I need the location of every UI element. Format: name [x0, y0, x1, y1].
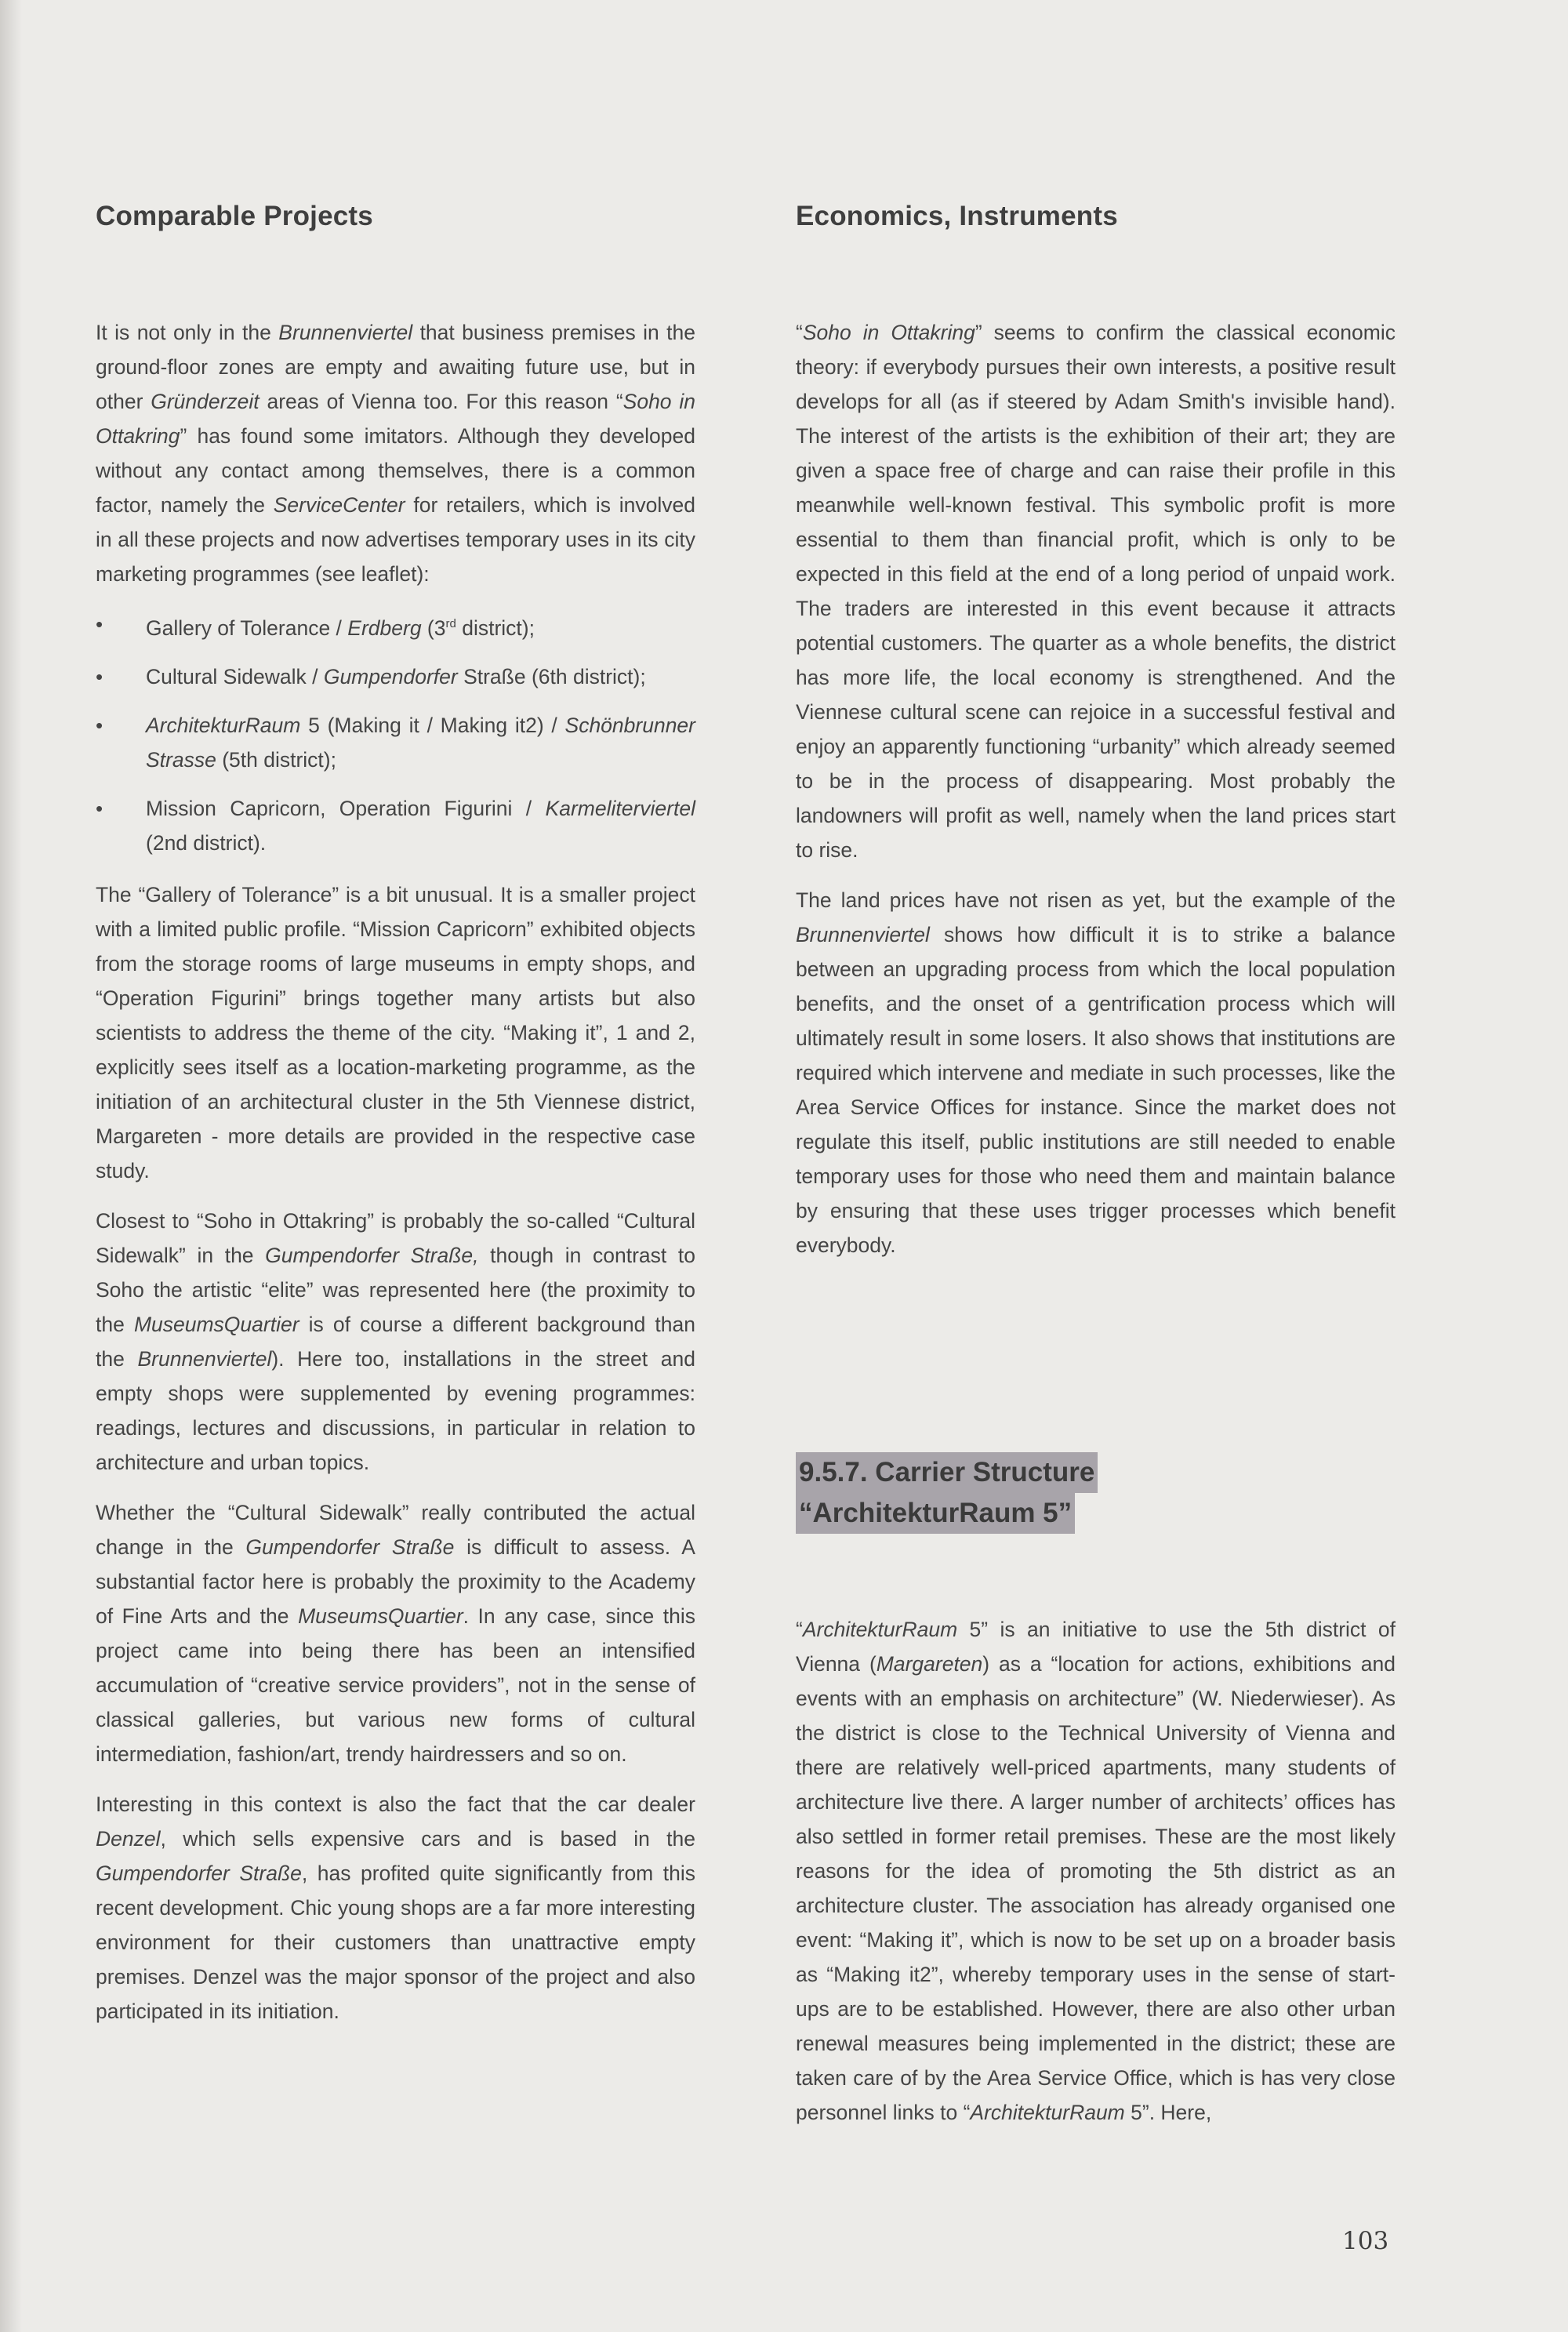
project-list-item: • Cultural Sidewalk / Gumpendorfer Straße (6th district);	[96, 659, 695, 694]
right-paragraph-1: “Soho in Ottakring” seems to confirm the classical economic theory: if everybody pursues their own interests, a positive result develops for all (as if steered by Adam Smith's invisible hand). The interest of the artists is the exhibition of their art; they are given a space free of charge and can raise their profile in this meanwhile well-known festival. This symbolic profit is more essential to them than financial profit, which is only to be expected in this field at the end of a long period of unpaid work. The traders are interested in this event because it attracts potential customers. The quarter as a whole benefits, the district has more life, the local economy is strengthened. And the Viennese cultural scene can rejoice in a successful festival and enjoy an apparently functioning “urbanity” which already seemed to be in the process of disappearing. Most probably the landowners will profit as well, namely when the land prices start to rise.	[796, 321, 1396, 862]
project-list-item: • Gallery of Tolerance / Erdberg (3rd district);	[96, 607, 695, 645]
right-body-lower	[796, 1612, 1396, 2145]
right-section-title: Economics, Instruments	[796, 201, 1118, 231]
right-paragraph-3: “ArchitekturRaum 5” is an initiative to use the 5th district of Vienna (Margareten) as a “location for actions, exhibitions and events with an emphasis on architecture” (W. Niederwieser). As the district is close to the Technical University of Vienna and there are relatively well-priced apartments, many students of architecture live there. A larger number of architects’ offices has also settled in former retail premises. These are the most likely reasons for the idea of promoting the 5th district as an architecture cluster. The association has already organised one event: “Making it”, which is now to be set up on a broader basis as “Making it2”, whereby temporary uses in the sense of start-ups are to be established. However, there are also other urban renewal measures being implemented in the district; these are taken care of by the Area Service Office, which is has very close personnel links to “ArchitekturRaum 5”. Here,	[796, 1618, 1396, 2124]
left-paragraph-4: Whether the “Cultural Sidewalk” really contributed the actual change in the Gumpendorfer Straße is difficult to assess. A substantial factor here is probably the proximity to the Academy of Fine Arts and the MuseumsQuartier. In any case, since this project came into being there has been an intensified accumulation of “creative service providers”, not in the sense of classical galleries, but various new forms of cultural intermediation, fashion/art, trendy hairdressers and so on.	[96, 1500, 695, 1766]
left-paragraph-5: Interesting in this context is also the fact that the car dealer Denzel, which sells expensive cars and is based in the Gumpendorfer Straße, has profited quite significantly from this recent development. Chic young shops are a far more interesting environment for their customers than unattractive empty premises. Denzel was the major sponsor of the project and also participated in its initiation.	[96, 1792, 695, 2023]
left-section-title: Comparable Projects	[96, 201, 373, 231]
left-body	[96, 315, 695, 2044]
subsection-heading	[796, 1452, 1098, 1534]
page-number: 103	[1342, 2227, 1389, 2255]
project-list-item: • ArchitekturRaum 5 (Making it / Making it2) / Schönbrunner Strasse (5th district);	[96, 708, 695, 777]
subsection-heading-line-2: “ArchitekturRaum 5”	[796, 1493, 1075, 1534]
left-paragraph-2: The “Gallery of Tolerance” is a bit unusual. It is a smaller project with a limited public profile. “Mission Capricorn” exhibited objects from the storage rooms of large museums in empty shops, and “Operation Figurini” brings together many artists but also scientists to address the theme of the city. “Making it”, 1 and 2, explicitly sees itself as a location-marketing programme, as the initiation of an architectural cluster in the 5th Viennese district, Margareten - more details are provided in the respective case study.	[96, 882, 695, 1182]
project-list	[96, 607, 695, 860]
project-list-item: • Mission Capricorn, Operation Figurini / Karmeliterviertel (2nd district).	[96, 791, 695, 860]
subsection-heading-line-1: 9.5.7. Carrier Structure	[796, 1452, 1098, 1493]
page-edge-shadow	[0, 0, 22, 2332]
left-paragraph-3: Closest to “Soho in Ottakring” is probably the so-called “Cultural Sidewalk” in the Gumpendorfer Straße, though in contrast to Soho the artistic “elite” was represented here (the proximity to the MuseumsQuartier is of course a different background than the Brunnenviertel). Here too, installations in the street and empty shops were supplemented by evening programmes: readings, lectures and discussions, in particular in relation to architecture and urban topics.	[96, 1208, 695, 1474]
right-body-upper	[796, 315, 1396, 1278]
right-paragraph-2: The land prices have not risen as yet, but the example of the Brunnenviertel shows how difficult it is to strike a balance between an upgrading process from which the local population benefits, and the onset of a gentrification process which will ultimately result in some losers. It also shows that institutions are required which intervene and mediate in such processes, like the Area Service Offices for instance. Since the market does not regulate this itself, public institutions are still needed to enable temporary uses for those who need them and maintain balance by ensuring that these uses trigger processes which benefit everybody.	[796, 888, 1396, 1257]
left-paragraph-1: It is not only in the Brunnenviertel that business premises in the ground-floor zones are empty and awaiting future use, but in other Gründerzeit areas of Vienna too. For this reason “Soho in Ottakring” has found some imitators. Although they developed without any contact among themselves, there is a common factor, namely the ServiceCenter for retailers, which is involved in all these projects and now advertises temporary uses in its city marketing programmes (see leaflet):	[96, 321, 696, 586]
